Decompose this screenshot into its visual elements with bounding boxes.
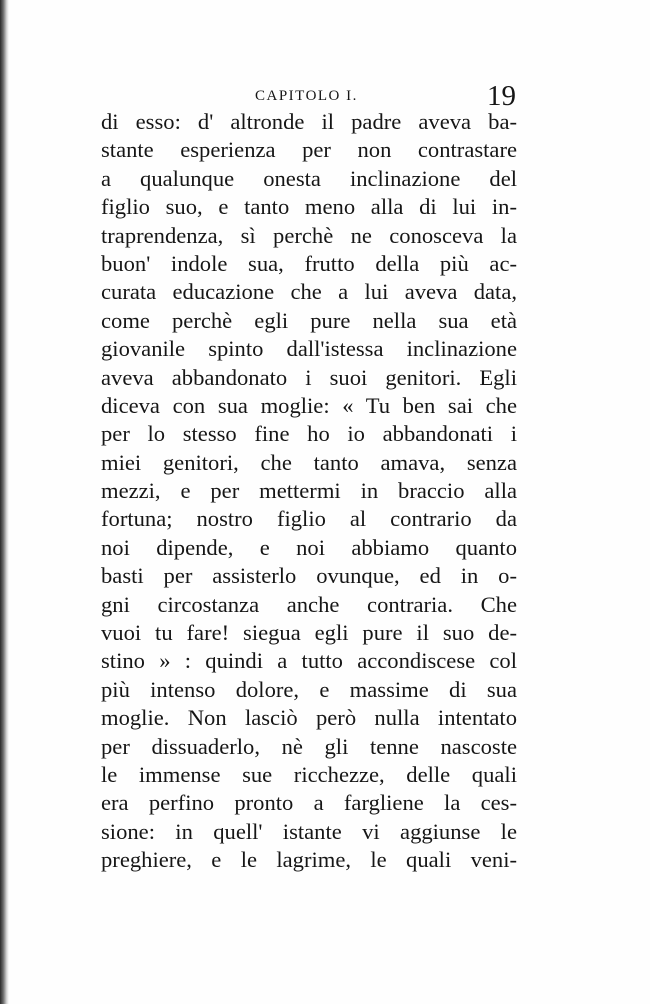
chapter-title: CAPITOLO I. xyxy=(255,88,358,104)
text-line: preghiere, e le lagrime, le quali veni- xyxy=(101,847,517,873)
text-line: gni circostanza anche contraria. Che xyxy=(101,591,517,617)
page-edge-shadow xyxy=(0,0,9,1004)
text-line: fortuna; nostro figlio al contrario da xyxy=(101,506,517,532)
running-head xyxy=(0,80,650,112)
text-line: stante esperienza per non contrastare xyxy=(101,137,517,163)
text-line: le immense sue ricchezze, delle quali xyxy=(101,761,517,787)
text-line: basti per assisterlo ovunque, ed in o- xyxy=(101,563,517,589)
text-line: mezzi, e per mettermi in braccio alla xyxy=(101,478,517,504)
text-line: miei genitori, che tanto amava, senza xyxy=(101,449,517,475)
text-line: vuoi tu fare! siegua egli pure il suo de- xyxy=(101,620,517,646)
body-text xyxy=(101,108,517,875)
text-line: noi dipende, e noi abbiamo quanto xyxy=(101,534,517,560)
text-line: a qualunque onesta inclinazione del xyxy=(101,165,517,191)
text-line: traprendenza, sì perchè ne conosceva la xyxy=(101,222,517,248)
text-line: giovanile spinto dall'istessa inclinazione xyxy=(101,336,517,362)
text-line: stino » : quindi a tutto accondiscese col xyxy=(101,648,517,674)
text-line: era perfino pronto a fargliene la ces- xyxy=(101,790,517,816)
text-line: curata educazione che a lui aveva data, xyxy=(101,279,517,305)
text-line: più intenso dolore, e massime di sua xyxy=(101,676,517,702)
text-line: buon' indole sua, frutto della più ac- xyxy=(101,250,517,276)
text-line: di esso: d' altronde il padre aveva ba- xyxy=(101,109,517,134)
text-line: sione: in quell' istante vi aggiunse le xyxy=(101,818,517,844)
text-line: aveva abbandonato i suoi genitori. Egli xyxy=(101,364,517,390)
text-line: figlio suo, e tanto meno alla di lui in- xyxy=(101,194,517,220)
text-line: come perchè egli pure nella sua età xyxy=(101,307,517,333)
text-line: per dissuaderlo, nè gli tenne nascoste xyxy=(101,733,517,759)
text-line: diceva con sua moglie: « Tu ben sai che xyxy=(101,392,517,418)
text-line: moglie. Non lasciò però nulla intentato xyxy=(101,705,517,731)
text-line: per lo stesso fine ho io abbandonati i xyxy=(101,421,517,447)
page-number: 19 xyxy=(487,80,516,112)
